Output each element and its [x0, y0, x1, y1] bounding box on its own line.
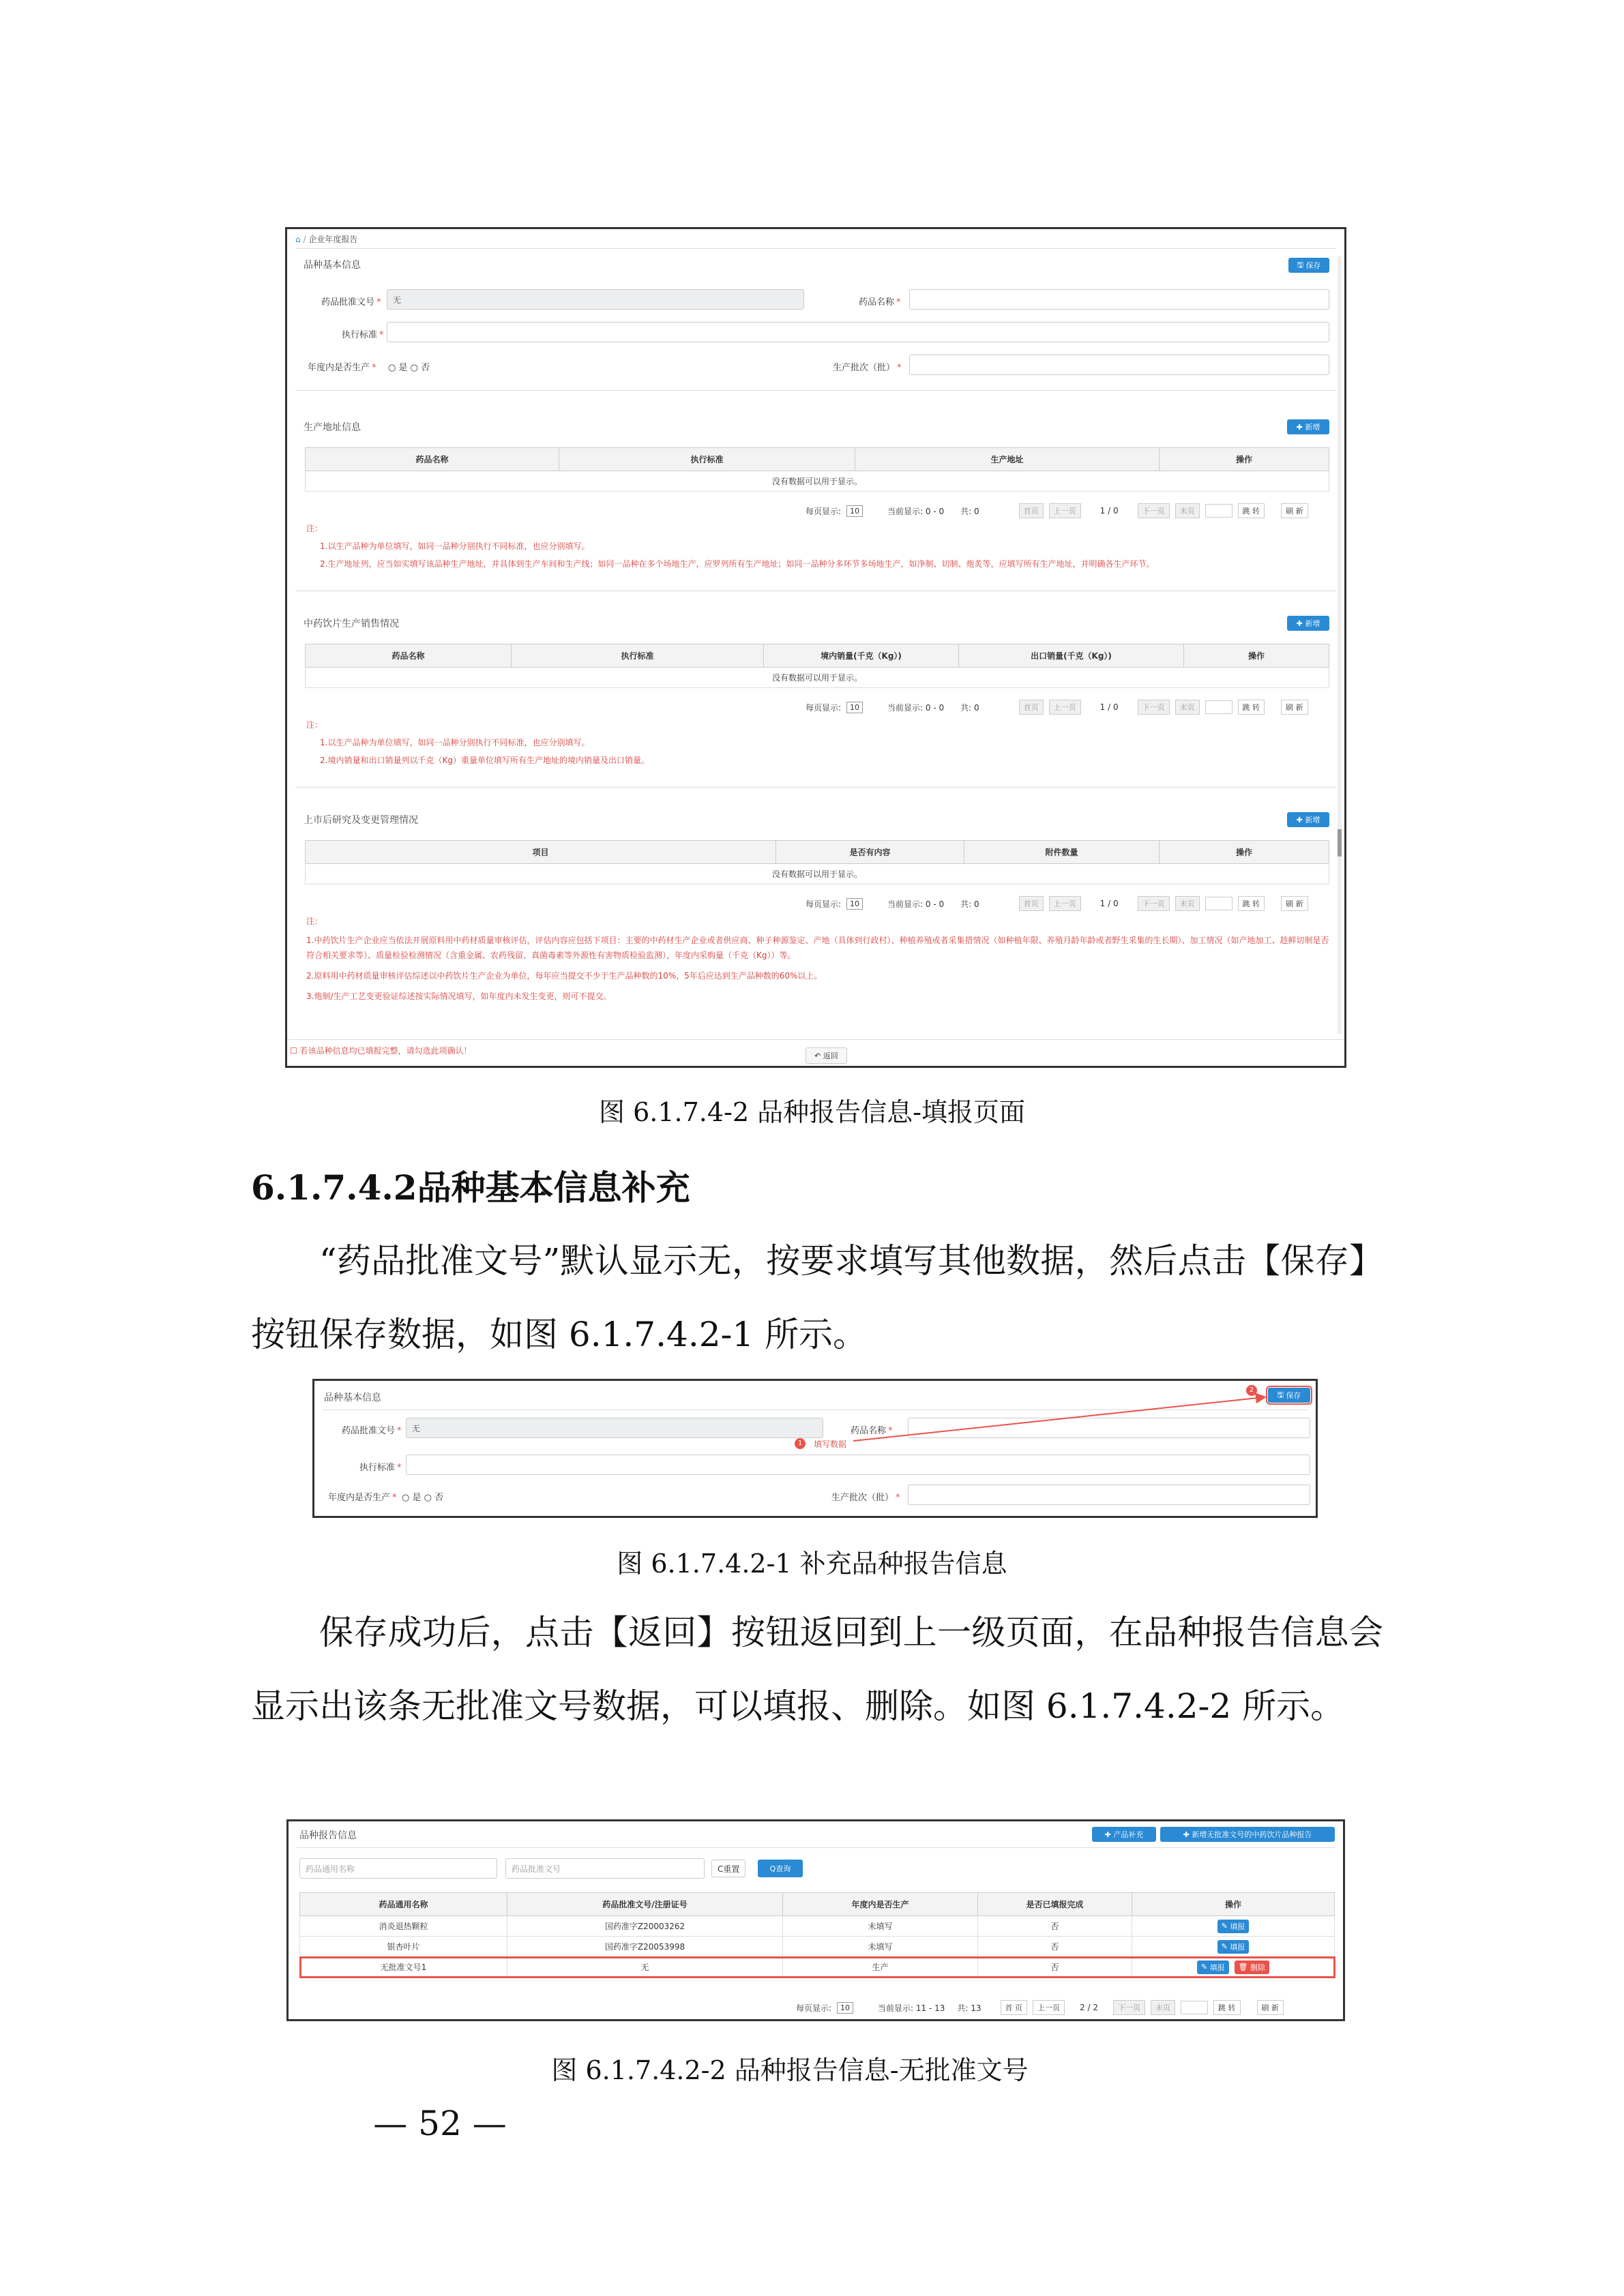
prev-page-button[interactable]: 上一页: [1033, 2000, 1065, 2015]
jump-button[interactable]: 跳 转: [1238, 700, 1265, 715]
last-page-button[interactable]: 末页: [1175, 700, 1200, 715]
caption-figure-1: 图 6.1.7.4-2 品种报告信息-填报页面: [599, 1097, 1025, 1127]
cell-approval: 国药准字Z20053998: [507, 1937, 783, 1957]
first-page-button[interactable]: 首页: [1019, 700, 1044, 715]
batch-label: 生产批次（批） *: [831, 1493, 900, 1503]
pager: 每页显示: 10 当前显示: 11 - 13 共: 13 首 页 上一页 2 / 2 下一页 末页 跳 转 刷 新: [796, 2000, 1284, 2015]
figure-fill-report-page: [285, 227, 1346, 1068]
first-page-button[interactable]: 首页: [1019, 503, 1044, 518]
save-button[interactable]: 🖫 保存: [1288, 258, 1329, 273]
produce-radio-group[interactable]: ○ 是 ○ 否: [388, 363, 430, 373]
home-icon[interactable]: ⌂: [295, 235, 301, 244]
empty-row: 没有数据可以用于显示。: [306, 471, 1329, 492]
drug-name-input[interactable]: [909, 289, 1329, 310]
sales-table: [305, 644, 1329, 688]
approval-field: 无: [406, 1418, 823, 1438]
prev-page-button[interactable]: 上一页: [1049, 503, 1081, 518]
cell-done: 否: [978, 1937, 1132, 1957]
approval-label: 药品批准文号 *: [342, 1426, 402, 1436]
report-table: [299, 1892, 1335, 1978]
breadcrumb: ⌂ / 企业年度报告: [295, 235, 358, 244]
section-title-research: 上市后研究及变更管理情况: [304, 815, 418, 826]
cell-done: 否: [978, 1916, 1132, 1937]
drug-name-label: 药品名称 *: [851, 1426, 893, 1436]
next-page-button[interactable]: 下一页: [1138, 700, 1170, 715]
caption-figure-2: 图 6.1.7.4.2-1 补充品种报告信息: [617, 1549, 1007, 1579]
add-research-button[interactable]: ✚ 新增: [1287, 812, 1329, 827]
save-button[interactable]: 🖫 保存: [1268, 1388, 1310, 1403]
cell-name: 银杏叶片: [300, 1937, 507, 1957]
product-supplement-button[interactable]: ✚ 产品补充: [1092, 1827, 1156, 1842]
approval-field: 无: [387, 289, 804, 310]
add-sales-button[interactable]: ✚ 新增: [1287, 616, 1329, 631]
scrollbar-thumb[interactable]: [1338, 829, 1342, 856]
table-header: 药品名称: [306, 448, 559, 471]
table-header: 附件数量: [964, 841, 1160, 864]
section-title-basic: 品种基本信息: [324, 1392, 381, 1403]
batch-input[interactable]: [909, 355, 1329, 375]
research-notes: 注： 1.中药饮片生产企业应当依法开展原料用中药材质量审核评估，评估内容应包括下项目：主要的中药材生产企业或者供应商、种子种源鉴定、产地（具体到行政村）、种植养殖或者采集措情况（如种植年限、养殖月龄年龄或者野生采集的生长期）、加工情况（如产地加工、趁鲜切制是否符合相关要求等）、质量检验检测情况（含重金属、农药残留、真菌毒素等外源性有害物质检验监测），年度内采购量（千克（Kg））等。 2.原料用中药材质量审核评估综述以中药饮片生产企业为单位，每年应当提交不少于生产品种数的10%，5年后应达到生产品种数的60%以上。 3.炮制/生产工艺变更验证综述按实际情况填写，如年度内未发生变更，则可不提交。: [306, 916, 1329, 1001]
annotation-fill-data: 填写数据: [814, 1440, 847, 1449]
paragraph-1: “药品批准文号”默认显示无，按要求填写其他数据，然后点击【保存】按钮保存数据，如图 6.1.7.4.2-1 所示。: [251, 1241, 1383, 1354]
cell-name: 消炎退热颗粒: [300, 1916, 507, 1937]
reset-button[interactable]: C重置: [711, 1860, 745, 1877]
fill-button[interactable]: ✎ 填报: [1217, 1920, 1250, 1933]
table-header: 药品通用名称: [300, 1893, 507, 1916]
trash-icon: 🗑: [1238, 1963, 1248, 1971]
fill-button[interactable]: ✎ 填报: [1217, 1940, 1250, 1954]
next-page-button[interactable]: 下一页: [1113, 2000, 1145, 2015]
section-heading: 6.1.7.4.2品种基本信息补充: [251, 1167, 690, 1208]
section-title-address: 生产地址信息: [304, 422, 361, 433]
table-header: 执行标准: [512, 644, 764, 668]
last-page-button[interactable]: 末页: [1151, 2000, 1175, 2015]
batch-label: 生产批次（批） *: [833, 363, 902, 373]
address-table: [305, 447, 1329, 492]
search-approval-input[interactable]: 药品批准文号: [505, 1858, 705, 1879]
jump-button[interactable]: 跳 转: [1238, 896, 1265, 911]
per-page-select[interactable]: 10: [837, 2002, 853, 2014]
batch-input[interactable]: [908, 1485, 1310, 1505]
save-icon: 🖫: [1277, 1390, 1284, 1399]
produce-label: 年度内是否生产 *: [328, 1493, 397, 1503]
standard-input[interactable]: [387, 322, 1329, 342]
cell-produce: 生产: [783, 1957, 978, 1978]
jump-page-input[interactable]: [1205, 897, 1232, 910]
delete-button[interactable]: 🗑 删除: [1235, 1960, 1269, 1974]
table-header: 是否已填报完成: [978, 1893, 1132, 1916]
table-header: 操作: [1132, 1893, 1335, 1916]
last-page-button[interactable]: 末页: [1175, 503, 1200, 518]
paragraph-2: 保存成功后，点击【返回】按钮返回到上一级页面，在品种报告信息会显示出该条无批准文号数据，可以填报、删除。如图 6.1.7.4.2-2 所示。: [251, 1613, 1383, 1726]
table-header: 执行标准: [559, 448, 855, 471]
search-icon: Q: [769, 1864, 776, 1873]
add-no-approval-report-button[interactable]: ✚ 新增无批准文号的中药饮片品种报告: [1160, 1827, 1335, 1842]
refresh-button[interactable]: 刷 新: [1281, 896, 1308, 911]
sales-notes: 注： 1.以生产品种为单位填写，如同一品种分别执行不同标准，也应分别填写。 2.境内销量和出口销量列以千克（Kg）重量单位填写所有生产地址的境内销量及出口销量。: [306, 720, 649, 765]
table-header: 操作: [1184, 644, 1329, 668]
cell-actions: [1132, 1937, 1335, 1957]
figure-report-list: [286, 1819, 1345, 2021]
cell-approval: 无: [507, 1957, 783, 1978]
cell-approval: 国药准字Z20003262: [507, 1916, 783, 1937]
cell-actions: [1132, 1916, 1335, 1937]
pager: 每页显示: 10 当前显示: 0 - 0 共: 0 首页 上一页 1 / 0 下一页 末页 跳 转 刷 新: [806, 896, 1308, 911]
confirm-checkbox-row[interactable]: ☐ 若该品种信息均已填报完整，请勾选此项确认！: [290, 1046, 472, 1056]
query-button[interactable]: Q 查询: [758, 1860, 803, 1877]
prev-page-button[interactable]: 上一页: [1049, 700, 1081, 715]
first-page-button[interactable]: 首 页: [1001, 2000, 1028, 2015]
jump-button[interactable]: 跳 转: [1213, 2000, 1241, 2015]
table-header: 药品名称: [306, 644, 512, 668]
add-address-button[interactable]: ✚ 新增: [1287, 419, 1329, 434]
cell-produce: 未填写: [783, 1916, 978, 1937]
step-badge-1: 1: [795, 1438, 806, 1449]
table-header: 项目: [306, 841, 776, 864]
jump-page-input[interactable]: [1205, 504, 1232, 518]
save-icon: 🖫: [1297, 260, 1303, 269]
approval-label: 药品批准文号 *: [321, 297, 381, 308]
table-header: 操作: [1160, 841, 1329, 864]
section-title-sales: 中药饮片生产销售情况: [304, 618, 399, 629]
cell-produce: 未填写: [783, 1937, 978, 1957]
page-number: — 52 —: [373, 2104, 507, 2143]
drug-name-label: 药品名称 *: [859, 297, 901, 308]
section-title-basic: 品种基本信息: [304, 260, 361, 271]
breadcrumb-item[interactable]: 企业年度报告: [308, 235, 358, 244]
refresh-icon: C: [718, 1864, 724, 1874]
prev-page-button[interactable]: 上一页: [1049, 896, 1081, 911]
last-page-button[interactable]: 末页: [1175, 896, 1200, 911]
back-button[interactable]: ↶ 返回: [806, 1047, 847, 1064]
address-notes: 注： 1.以生产品种为单位填写，如同一品种分别执行不同标准，也应分别填写。 2.生产地址列，应当如实填写该品种生产地址，并具体到生产车间和生产线；如同一品种在多个场地生产，应罗列所有生产地址；如同一品种分多环节多场地生产，如净制、切制、炮炙等，应填写所有生产地址，并明确各生产环节。: [306, 524, 1155, 569]
empty-row: 没有数据可以用于显示。: [306, 864, 1329, 884]
jump-button[interactable]: 跳 转: [1238, 503, 1265, 518]
jump-page-input[interactable]: [1205, 700, 1232, 714]
first-page-button[interactable]: 首页: [1019, 896, 1044, 911]
next-page-button[interactable]: 下一页: [1138, 896, 1170, 911]
produce-radio-group[interactable]: ○ 是 ○ 否: [402, 1493, 444, 1503]
table-header: 生产地址: [855, 448, 1160, 471]
step-badge-2: 2: [1246, 1385, 1257, 1396]
cell-actions: [1132, 1957, 1335, 1978]
back-icon: ↶: [814, 1052, 821, 1060]
refresh-button[interactable]: 刷 新: [1281, 700, 1308, 715]
per-page-select[interactable]: 10: [846, 505, 863, 517]
table-row: [300, 1937, 1335, 1957]
produce-label: 年度内是否生产 *: [308, 363, 377, 373]
table-row: [300, 1916, 1335, 1937]
section-title-report: 品种报告信息: [299, 1830, 357, 1841]
next-page-button[interactable]: 下一页: [1138, 503, 1170, 518]
table-header: 出口销量(千克（Kg）): [959, 644, 1184, 668]
standard-input[interactable]: [406, 1455, 1310, 1475]
jump-page-input[interactable]: [1181, 2001, 1208, 2014]
per-page-select[interactable]: 10: [846, 898, 863, 910]
pager: 每页显示: 10 当前显示: 0 - 0 共: 0 首页 上一页 1 / 0 下一页 末页 跳 转 刷 新: [806, 700, 1308, 715]
caption-figure-3: 图 6.1.7.4.2-2 品种报告信息-无批准文号: [551, 2055, 1029, 2085]
refresh-button[interactable]: 刷 新: [1257, 2000, 1284, 2015]
table-header: 境内销量(千克（Kg）): [764, 644, 959, 668]
pager: 每页显示: 10 当前显示: 0 - 0 共: 0 首页 上一页 1 / 0 下一页 末页 跳 转 刷 新: [806, 503, 1308, 518]
refresh-button[interactable]: 刷 新: [1281, 503, 1308, 518]
standard-label: 执行标准 *: [342, 330, 384, 340]
fill-button[interactable]: ✎ 填报: [1197, 1960, 1229, 1974]
standard-label: 执行标准 *: [359, 1463, 402, 1473]
cell-name: 无批准文号1: [300, 1957, 507, 1978]
cell-done: 否: [978, 1957, 1132, 1978]
per-page-select[interactable]: 10: [846, 702, 863, 713]
table-header: 操作: [1160, 448, 1329, 471]
table-header: 年度内是否生产: [783, 1893, 978, 1916]
empty-row: 没有数据可以用于显示。: [306, 668, 1329, 688]
table-row-highlighted: [300, 1957, 1335, 1978]
research-table: [305, 840, 1329, 884]
search-name-input[interactable]: 药品通用名称: [299, 1858, 497, 1879]
scrollbar[interactable]: [1338, 256, 1342, 1034]
table-header: 药品批准文号/注册证号: [507, 1893, 783, 1916]
table-header: 是否有内容: [776, 841, 964, 864]
figure-supplement-info: [312, 1379, 1318, 1518]
